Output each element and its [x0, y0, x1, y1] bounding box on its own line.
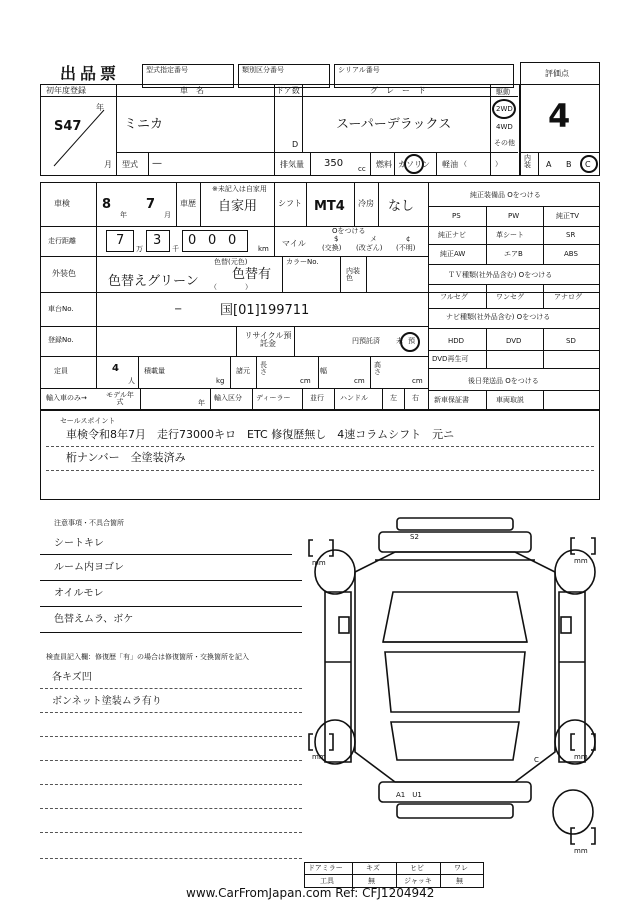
recycle-opt-no: 未 [396, 337, 403, 345]
mm-front-right: mm [574, 557, 588, 565]
cc-unit: cc [358, 165, 366, 173]
drive-2wd: 2WD [496, 105, 513, 113]
km-unit: km [258, 245, 269, 253]
post-warranty: 新車保証書 [434, 396, 469, 404]
mile-label: マイル [282, 239, 306, 248]
mileage-digit-1: 7 [116, 233, 125, 248]
inspector-label: 検査員記入欄：修復歴「有」の場合は修復箇所・交換箇所を記入 [46, 653, 249, 661]
divider [302, 388, 303, 409]
interior-grade-b: B [566, 160, 572, 169]
seats-value: 4 [112, 363, 119, 374]
color-orig-value: 色替有 [232, 267, 272, 282]
divider [302, 85, 303, 152]
dims-label: 諸元 [236, 367, 250, 375]
navi-sd: SD [566, 337, 576, 345]
import-class-label: 輸入区分 [214, 394, 242, 402]
divider [40, 256, 428, 257]
divider [40, 760, 302, 761]
interior-grade-a: A [546, 160, 552, 169]
mm-front-left: mm [312, 559, 326, 567]
legend-value-3: ジャッキ [404, 877, 432, 885]
diagram-label-a1u1: A1 U1 [396, 791, 422, 799]
divider [370, 356, 371, 388]
equip-aw: 純正AW [440, 250, 466, 258]
color-orig-paren: （ ） [210, 283, 252, 291]
tv-analog: アナログ [554, 293, 582, 301]
divider [486, 206, 487, 264]
import-label: 輸入車のみ→ [46, 394, 87, 402]
divider [40, 858, 302, 859]
model-year-unit: 年 [198, 399, 205, 407]
divider [236, 326, 237, 356]
divider [340, 256, 341, 292]
mileage-digit-3: 0 [188, 233, 197, 248]
divider [486, 390, 487, 409]
divider [318, 356, 319, 388]
sen-unit: 千 [172, 245, 179, 253]
equipment-title: 純正装備品 Oをつける [470, 191, 541, 199]
sales-line-1: 車検令和8年7月 走行73000キロ ETC 修復歴無し 4速コラムシフト 元ニ [66, 428, 455, 441]
divider [40, 326, 428, 327]
divider [46, 470, 594, 471]
post-manual: 車両取説 [496, 396, 524, 404]
mileage-digit-5: 0 [228, 233, 237, 248]
kg-unit: kg [216, 377, 225, 385]
divider [176, 183, 177, 226]
car-damage-diagram [305, 512, 605, 892]
divider [366, 256, 367, 292]
odo-tampered: (改ざん) [356, 244, 383, 252]
recycle-label: リサイクル預託金 [244, 331, 292, 348]
note-item-3: オイルモレ [54, 588, 104, 599]
divider [40, 580, 302, 581]
doors-unit: D [292, 140, 299, 149]
recycle-circle [400, 332, 420, 352]
sales-line-2: 桁ナンバー 全塗装済み [66, 451, 186, 464]
divider [543, 390, 544, 409]
shaken-year-unit: 年 [120, 211, 127, 219]
chassis-label: 車台No. [48, 305, 74, 313]
car-name-label: 車 名 [180, 86, 204, 95]
handle-right: 右 [412, 394, 419, 402]
shift-label: シフト [278, 199, 302, 208]
divider [40, 784, 302, 785]
divider [274, 226, 275, 256]
class-number-label: 類別区分番号 [242, 66, 284, 74]
grade-name-label: グ レ ー ド [370, 86, 426, 95]
displacement-value: 350 [324, 158, 344, 169]
drive-4wd: 4WD [496, 123, 513, 131]
legend-value-4: 無 [456, 877, 463, 885]
odo-opt-1: $ [334, 235, 339, 243]
divider [428, 183, 429, 409]
divider [378, 183, 379, 226]
divider [428, 244, 600, 245]
mileage-label: 走行距離 [48, 237, 76, 245]
divider [428, 226, 600, 227]
navi-title: ナビ種類(社外品含む) Oをつける [446, 313, 551, 321]
doors-label: ドア数 [276, 86, 300, 95]
diagram-label-s2: S2 [410, 533, 419, 541]
equip-pw: PW [508, 212, 520, 220]
note-item-4: 色替えムラ、ボケ [54, 614, 134, 625]
inspector-item-2: ボンネット塗装ムラ有り [52, 696, 162, 707]
divider [436, 152, 437, 175]
handle-label: ハンドル [340, 394, 368, 402]
footer-watermark: www.CarFromJapan.com Ref: CFJ1204942 [186, 886, 435, 900]
equip-leather: 革シート [496, 231, 524, 239]
divider [40, 712, 302, 713]
divider [40, 808, 302, 809]
fuel-label: 燃料 [376, 160, 392, 169]
divider [148, 152, 149, 175]
drive-label: 駆動 [496, 88, 510, 96]
divider [370, 152, 371, 175]
grade-name-value: スーパーデラックス [336, 117, 452, 132]
car-name-value: ミニカ [124, 117, 164, 132]
divider [440, 862, 441, 888]
divider [486, 284, 487, 308]
diagram-label-c: C [534, 756, 539, 764]
legend-header-4: ワレ [454, 864, 468, 872]
divider [543, 284, 544, 308]
divider [310, 152, 311, 175]
color-no-label: カラーNo. [286, 258, 319, 266]
navi-hdd: HDD [448, 337, 465, 345]
equip-tv: 純正TV [556, 212, 580, 220]
divider [334, 388, 335, 409]
displacement-label: 排気量 [280, 160, 304, 169]
fuel-gasoline-circle [404, 154, 424, 174]
mm-rear-left: mm [312, 753, 326, 761]
divider [40, 832, 302, 833]
interior-grade-c: C [585, 160, 591, 169]
divider [428, 390, 600, 391]
divider [428, 368, 600, 369]
dvd-play-label: DVD再生可 [432, 355, 469, 363]
model-year-label: モデル年式 [106, 391, 134, 406]
divider [46, 446, 594, 447]
divider [40, 632, 302, 633]
divider [40, 96, 518, 97]
first-reg-label: 初年度登録 [46, 86, 86, 95]
divider [96, 183, 97, 388]
divider [274, 85, 275, 175]
mm-rear-right: mm [574, 753, 588, 761]
recycle-opt-yes: 預 [408, 337, 415, 345]
shaken-label: 車検 [54, 199, 70, 208]
interior-label: 内装 [524, 154, 531, 169]
color-value: 色替えグリーン [108, 274, 199, 289]
divider [428, 284, 600, 285]
divider [382, 388, 383, 409]
divider [116, 85, 117, 175]
length-label: 長さ [260, 361, 267, 376]
divider [116, 152, 518, 153]
divider [543, 328, 544, 368]
divider [396, 862, 397, 888]
divider [543, 206, 544, 264]
tv-title: ＴＶ種類(社外品含む) Oをつける [448, 271, 553, 279]
load-label: 積載量 [144, 367, 165, 375]
divider [40, 736, 302, 737]
odo-exchange: (交換) [322, 244, 342, 252]
inspector-item-1: 各キズ凹 [52, 672, 92, 683]
fuel-gasoline: ガソリン [398, 160, 430, 169]
model-label: 型式 [122, 160, 138, 169]
divider [354, 183, 355, 226]
shaken-year: 8 [102, 197, 112, 212]
navi-dvd: DVD [506, 337, 522, 345]
divider [40, 226, 428, 227]
notes-label: 注意事項・不具合箇所 [54, 519, 124, 527]
mark-circle-note: Oをつける [332, 227, 366, 235]
mileage-digit-2: 3 [153, 233, 162, 248]
divider [486, 328, 487, 368]
shaken-month: 7 [146, 197, 156, 212]
legend-value-2: 無 [368, 877, 375, 885]
sales-label: セールスポイント [60, 417, 116, 425]
divider [428, 328, 600, 329]
year-unit: 年 [96, 103, 104, 112]
divider [520, 84, 600, 85]
divider [40, 554, 292, 555]
history-value: 自家用 [218, 199, 258, 214]
divider [428, 350, 600, 351]
model-value: — [152, 158, 162, 169]
fuel-paren: （ ） [460, 160, 502, 168]
handle-left: 左 [390, 394, 397, 402]
first-reg-slash [52, 108, 112, 168]
history-label: 車歴 [180, 199, 196, 208]
type-number-label: 型式指定番号 [146, 66, 188, 74]
chassis-value: 国[01]199711 [220, 303, 310, 318]
divider [256, 356, 257, 388]
divider [394, 152, 395, 175]
history-note: ※未記入は自家用 [212, 185, 267, 193]
drive-other: その他 [494, 139, 515, 147]
width-label: 幅 [320, 367, 327, 375]
page-title: 出品票 [60, 64, 121, 83]
month-unit: 月 [104, 160, 112, 169]
divider [428, 206, 600, 207]
import-parallel: 並行 [310, 394, 324, 402]
divider [520, 152, 600, 153]
mileage-digit-4: 0 [208, 233, 217, 248]
chassis-dash: − [174, 304, 183, 315]
shaken-month-unit: 月 [164, 211, 171, 219]
reg-label: 登録No. [48, 336, 74, 344]
odo-opt-3: ¢ [406, 235, 411, 243]
seats-label: 定員 [54, 367, 68, 375]
divider [428, 308, 600, 309]
divider [306, 183, 307, 226]
divider [352, 862, 353, 888]
grade-label: 評価点 [545, 69, 569, 78]
divider [294, 326, 295, 356]
divider [274, 183, 275, 226]
divider [40, 388, 428, 389]
first-reg-value: S47 [54, 119, 82, 134]
serial-number-label: シリアル番号 [338, 66, 380, 74]
tv-oneseg: ワンセグ [496, 293, 524, 301]
legend-header-2: キズ [366, 864, 380, 872]
seats-unit: 人 [128, 377, 135, 385]
mm-spare: mm [574, 847, 588, 855]
divider [210, 388, 211, 409]
note-item-2: ルーム内ヨゴレ [54, 562, 124, 573]
post-title: 後日発送品 Oをつける [468, 377, 539, 385]
height-cm: cm [412, 377, 423, 385]
color-orig-label: 色替(元色) [214, 258, 248, 266]
divider [40, 688, 302, 689]
divider [138, 356, 139, 388]
divider [404, 388, 405, 409]
odo-opt-2: メ [370, 235, 377, 243]
divider [282, 256, 283, 292]
ac-label: 冷房 [358, 199, 374, 208]
equip-navi: 純正ナビ [438, 231, 466, 239]
interior-color-label: 内装色 [346, 267, 360, 282]
divider [40, 606, 302, 607]
color-label: 外装色 [52, 269, 76, 278]
divider [304, 874, 484, 875]
divider [140, 388, 141, 409]
equip-abs: ABS [564, 250, 578, 258]
equip-ps: PS [452, 212, 461, 220]
divider [538, 152, 539, 176]
width-cm: cm [354, 377, 365, 385]
length-cm: cm [300, 377, 311, 385]
interior-grade-circle [580, 155, 598, 173]
drive-2wd-circle [492, 99, 516, 119]
legend-header-1: ドアミラー [308, 864, 343, 872]
legend-value-1: 工具 [320, 877, 334, 885]
man-unit: 万 [136, 245, 143, 253]
tv-fullseg: フルセグ [440, 293, 468, 301]
fuel-diesel: 軽油 [442, 160, 458, 169]
grade-value: 4 [548, 97, 571, 135]
divider [230, 356, 231, 388]
note-item-1: シートキレ [54, 538, 104, 549]
import-dealer: ディーラー [256, 394, 291, 402]
equip-airbag: エアB [504, 250, 523, 258]
divider [200, 183, 201, 226]
recycle-yen-label: 円預託済 [352, 337, 380, 345]
ac-value: なし [388, 199, 415, 214]
legend-header-3: ヒビ [410, 864, 424, 872]
shift-value: MT4 [314, 199, 345, 214]
divider [252, 388, 253, 409]
divider [428, 264, 600, 265]
height-label: 高さ [374, 361, 381, 376]
odo-unknown: (不明) [396, 244, 416, 252]
equip-sr: SR [566, 231, 576, 239]
